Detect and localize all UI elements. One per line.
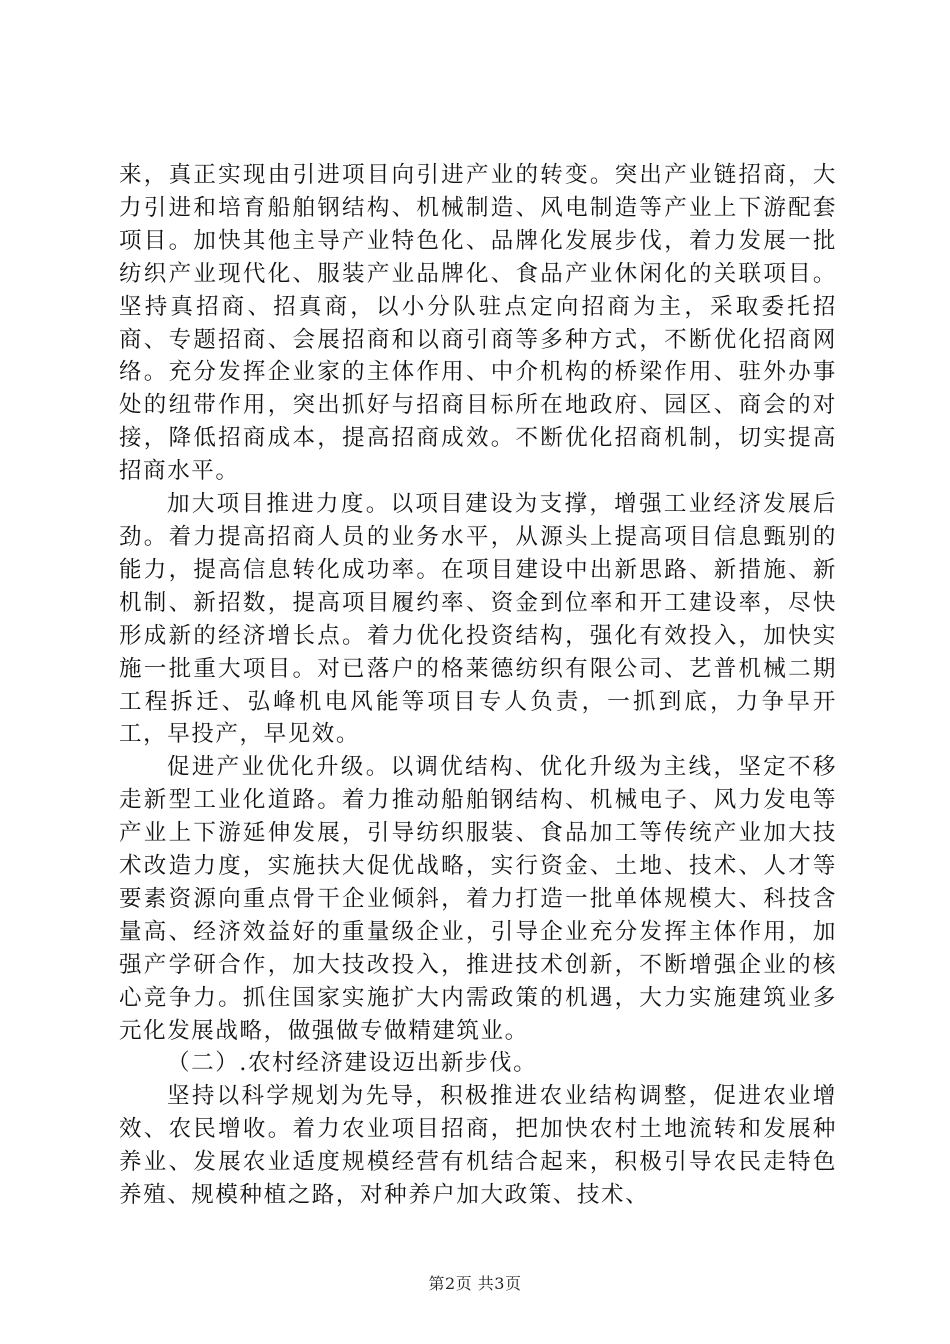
paragraph-1: 来，真正实现由引进项目向引进产业的转变。突出产业链招商，大力引进和培育船舶钢结构、机械制造、风电制造等产业上下游配套项目。加快其他主导产业特色化、品牌化发展步伐，着力发展一批纺织产业现代化、服装产业品牌化、食品产业休闲化的关联项目。坚持真招商、招真商，以小分队驻点定向招商为主，采取委托招商、专题招商、会展招商和以商引商等多种方式，不断优化招商网络。充分发挥企业家的主体作用、中介机构的桥梁作用、驻外办事处的纽带作用，突出抓好与招商目标所在地政府、园区、商会的对接，降低招商成本，提高招商成效。不断优化招商机制，切实提高招商水平。 (119, 162, 837, 485)
section-heading: （二）.农村经济建设迈出新步伐。 (167, 1050, 538, 1077)
page-footer: 第2页 共3页 (428, 1274, 522, 1293)
paragraph-5: 坚持以科学规划为先导，积极推进农业结构调整，促进农业增效、农民增收。着力农业项目招商，把加快农村土地流转和发展种养业、发展农业适度规模经营有机结合起来，积极引导农民走特色养殖、规模种植之路，对种养户加大政策、技术、 (119, 1083, 837, 1209)
document-body (119, 159, 837, 1212)
paragraph-2: 加大项目推进力度。以项目建设为支撑，增强工业经济发展后劲。着力提高招商人员的业务水平，从源头上提高项目信息甄别的能力，提高信息转化成功率。在项目建设中出新思路、新措施、新机制、新招数，提高项目履约率、资金到位率和开工建设率，尽快形成新的经济增长点。着力优化投资结构，强化有效投入，加快实施一批重大项目。对已落户的格莱德纺织有限公司、艺普机械二期工程拆迁、弘峰机电风能等项目专人负责，一抓到底，力争早开工，早投产，早见效。 (119, 491, 837, 748)
paragraph-3: 促进产业优化升级。以调优结构、优化升级为主线，坚定不移走新型工业化道路。着力推动船舶钢结构、机械电子、风力发电等产业上下游延伸发展，引导纺织服装、食品加工等传统产业加大技术改造力度，实施扶大促优战略，实行资金、土地、技术、人才等要素资源向重点骨干企业倾斜，着力打造一批单体规模大、科技含量高、经济效益好的重量级企业，引导企业充分发挥主体作用，加强产学研合作，加大技改投入，推进技术创新，不断增强企业的核心竞争力。抓住国家实施扩大内需政策的机遇，大力实施建筑业多元化发展战略，做强做专做精建筑业。 (119, 754, 837, 1044)
